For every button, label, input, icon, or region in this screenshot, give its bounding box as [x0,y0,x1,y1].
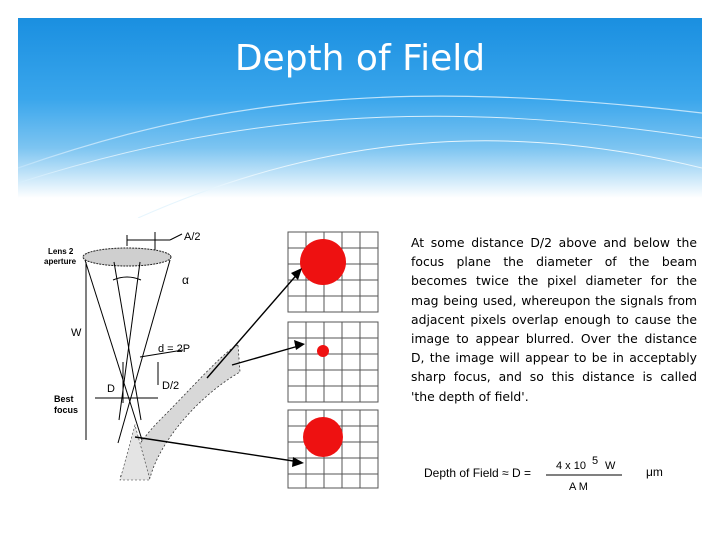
formula-exponent: 5 [592,455,599,467]
label-big-d: D [107,383,115,395]
page-title: Depth of Field [234,38,486,79]
formula-denominator: A M [569,481,588,493]
label-best: Best [54,394,74,404]
label-focus: focus [54,405,79,415]
formula-lhs: Depth of Field ≈ D = [424,466,531,480]
pixel-grid-middle [288,322,378,402]
formula-unit: μm [646,465,663,479]
label-alpha: α [182,273,189,287]
body-paragraph: At some distance D/2 above and below the focus plane the diameter of the beam becomes twice the pixel diameter for the mag being used, whereupon the signals from adjacent pixels overlap enough to cause the image to appear blurred. Over the distance D, the image will appear to be in acceptably sharp focus, and so this distance is called 'the depth of field'. [411,235,697,404]
arrow-to-middle-grid [232,345,302,365]
arrowhead-middle-grid [294,340,305,350]
a-half-leader-line [170,234,182,240]
focus-spot-small [317,345,329,357]
beam-left-outer [85,260,143,443]
arrow-to-top-grid [207,271,300,378]
label-lens-2: Lens 2 [48,247,74,256]
label-aperture: aperture [44,257,77,266]
blur-spot-large-bottom [303,417,343,457]
formula-numerator: 4 x 10 [556,460,586,472]
arrowhead-top-grid [291,268,302,280]
lens-aperture-ellipse [83,248,171,266]
label-w: W [71,327,82,339]
formula-numerator-var: W [605,460,616,472]
blur-spot-large-top [300,239,346,285]
label-d-2p: d = 2P [158,343,191,355]
label-d-half: D/2 [162,380,180,392]
label-a-half: A/2 [184,231,201,243]
